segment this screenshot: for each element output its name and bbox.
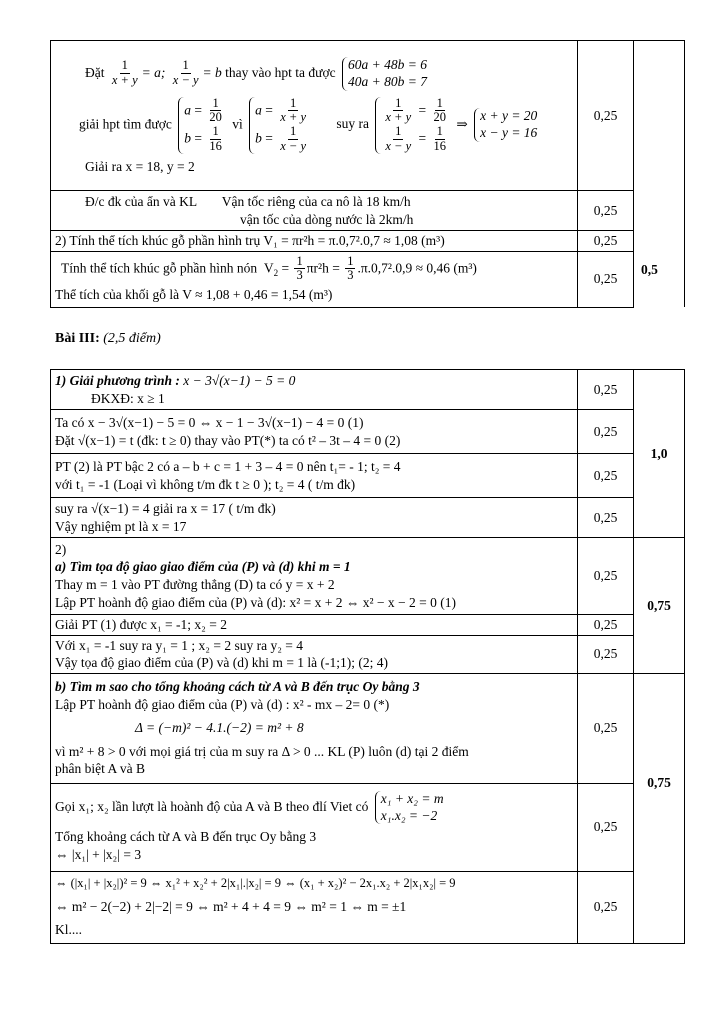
score-cell: 0,25 <box>578 231 634 252</box>
final-computation-cell: ⇔ (|x₁| + |x₂|)² = 9 ⇔ x₁² + x₂² + 2|x₁|.|x₂| = 9 ⇔ (x₁ + x₂)² − 2x₁.x₂ + 2|x₁x₂| = 9 ⇔ m² − 2(−2) + 2|−2| = 9 ⇔ m² + 4 + 4 = 9 ⇔ m² = 1 ⇔ m = ±1 Kl.... <box>51 871 578 943</box>
condition-label: Đ/c đk của ẩn và KL <box>85 193 197 209</box>
conclusion-line-2: vận tốc của dòng nước là 2km/h <box>240 211 414 227</box>
intersection-cell: 2) a) Tìm tọa độ giao giao điểm của (P) và (d) khi m = 1 Thay m = 1 vào PT đường thẳng (D) ta có y = x + 2 Lập PT hoành độ giao điểm của (P) và (d): x² = x + 2 ⇔ x² − x − 2 = 0 (1) <box>51 538 578 615</box>
total-score-3: 0,75 <box>634 673 685 943</box>
vi-label: vì <box>232 116 243 132</box>
suy-ra-label: suy ra <box>336 116 369 132</box>
cylinder-volume-cell: 2) Tính thể tích khúc gỗ phần hình trụ V₁ = πr²h = π.0,7².0,7 ≈ 1,08 (m³) <box>51 231 578 252</box>
substitute-label: thay vào hpt ta được <box>225 64 336 80</box>
score-cell: 0,25 <box>578 871 634 943</box>
equation-title-cell: 1) Giải phương trình : x − 3√(x−1) − 5 = 0 ĐKXĐ: x ≥ 1 <box>51 370 578 410</box>
score-cell: 0,25 <box>578 498 634 538</box>
solution-cell: suy ra √(x−1) = 4 giải ra x = 17 ( t/m đk) Vậy nghiệm pt là x = 17 <box>51 498 578 538</box>
substitution-cell: Đặt $\frac{1}{x + y}$ = a; $\frac{1}{x - y}$ = b thay vào hpt ta được 60a + 48b = 6 40a + 80b = 7 giải hpt tìm được a = $\frac{1}{20}$ b = $\frac{1}{16}$ vì a = $\frac{1}{x + y}$ b = $\frac{1}{x - y}$ suy ra $\frac{1}{x + y}$ = $\frac{1}{20}$ $\frac{1}{x - y}$ = $\frac{1}{16}$ ⇒ x + y = 20 x − y = 16 Giải ra x = 18, y = 2 <box>51 41 578 191</box>
reciprocal-system: $\frac{1}{x + y}$ = $\frac{1}{20}$ $\frac{1}{x - y}$ = $\frac{1}{16}$ <box>375 97 450 154</box>
fraction-1-over-x-minus-y: $\frac{1}{x - y}$ <box>172 58 199 88</box>
system-eq-2: 40a + 80b = 7 <box>347 73 427 89</box>
score-cell: 0,25 <box>578 41 634 191</box>
score-cell: 0,25 <box>578 251 634 307</box>
system-eq-1: 60a + 48b = 6 <box>347 56 427 72</box>
conclusion-line-1: Vận tốc riêng của ca nô là 18 km/h <box>221 193 411 209</box>
solution-xy: Giải ra x = 18, y = 2 <box>85 158 195 174</box>
score-cell: 0,25 <box>578 538 634 615</box>
score-cell: 0,25 <box>578 370 634 410</box>
total-volume: Thể tích của khối gỗ là V ≈ 1,08 + 0,46 = 1,54 (m³) <box>55 287 333 303</box>
score-cell: 0,25 <box>578 673 634 783</box>
substitution-step-cell: Ta có x − 3√(x−1) − 5 = 0 ⇔ x − 1 − 3√(x−1) − 4 = 0 (1) Đặt √(x−1) = t (đk: t ≥ 0) thay vào PT(*) ta có t² – 3t – 4 = 0 (2) <box>51 410 578 454</box>
score-cell: 0,25 <box>578 410 634 454</box>
score-cell: 0,25 <box>578 635 634 673</box>
solve-pt-cell: Giải PT (1) được x₁ = -1; x₂ = 2 <box>51 615 578 636</box>
result-system: x + y = 20 x − y = 16 <box>474 108 537 142</box>
score-cell: 0,25 <box>578 783 634 871</box>
viet-cell: Gọi x₁; x₂ lần lượt là hoành độ của A và B theo đlí Viet có x₁ + x₂ = m x₁.x₂ = −2 Tổng khoảng cách từ A và B đến trục Oy bằng 3 ⇔ |x₁| + |x₂| = 3 <box>51 783 578 871</box>
quadratic-step-cell: PT (2) là PT bậc 2 có a – b + c = 1 + 3 – 4 = 0 nên t₁= - 1; t₂ = 4 với t₁ = -1 (Loại vì không t/m đk t ≥ 0 ); t₂ = 4 ( t/m đk) <box>51 454 578 498</box>
score-cell: 0,25 <box>578 454 634 498</box>
solution-ab: a = $\frac{1}{20}$ b = $\frac{1}{16}$ <box>178 97 226 154</box>
answer-table-bai3 <box>50 369 685 944</box>
answer-table-part2 <box>50 40 685 308</box>
cone-volume-cell: Tính thể tích khúc gỗ phần hình nón $V_2$ = $\frac{1}{3}$ πr²h = $\frac{1}{3}$ .π.0,7².0,9 ≈ 0,46 (m³) Thể tích của khối gỗ là V ≈ 1,08 + 0,46 = 1,54 (m³) <box>51 251 578 307</box>
coordinates-cell: Với x₁ = -1 suy ra y₁ = 1 ; x₂ = 2 suy ra y₂ = 4 Vậy tọa độ giao điểm của (P) và (d) khi m = 1 là (-1;1); (2; 4) <box>51 635 578 673</box>
total-score-1: 1,0 <box>634 370 685 538</box>
definition-ab: a = $\frac{1}{x + y}$ b = $\frac{1}{x - y}$ <box>249 97 310 154</box>
viet-system: x₁ + x₂ = m x₁.x₂ = −2 <box>375 791 444 825</box>
solve-label: giải hpt tìm được <box>79 116 172 132</box>
score-cell: 0,25 <box>578 191 634 231</box>
conclusion-cell <box>51 191 578 231</box>
section-heading: Bài III: (2,5 điểm) <box>55 331 161 346</box>
implies-arrow: ⇒ <box>456 116 468 132</box>
total-score-2: 0,75 <box>634 538 685 674</box>
score-cell: 0,25 <box>578 615 634 636</box>
domain-condition: ĐKXĐ: x ≥ 1 <box>91 390 165 406</box>
discriminant-cell: b) Tìm m sao cho tổng khoảng cách từ A và B đến trục Oy bằng 3 Lập PT hoành độ giao điểm của (P) và (d) : x² - mx – 2= 0 (*) Δ = (−m)² − 4.1.(−2) = m² + 8 vì m² + 8 > 0 với mọi giá trị của m suy ra Δ > 0 ... KL (P) luôn (d) tại 2 điểm phân biệt A và B <box>51 673 578 783</box>
fraction-1-over-x-plus-y: $\frac{1}{x + y}$ <box>111 58 138 88</box>
total-score-part2: 0,5 <box>641 262 658 277</box>
system-equations-ab <box>342 57 427 91</box>
dat-label: Đặt <box>85 64 105 80</box>
